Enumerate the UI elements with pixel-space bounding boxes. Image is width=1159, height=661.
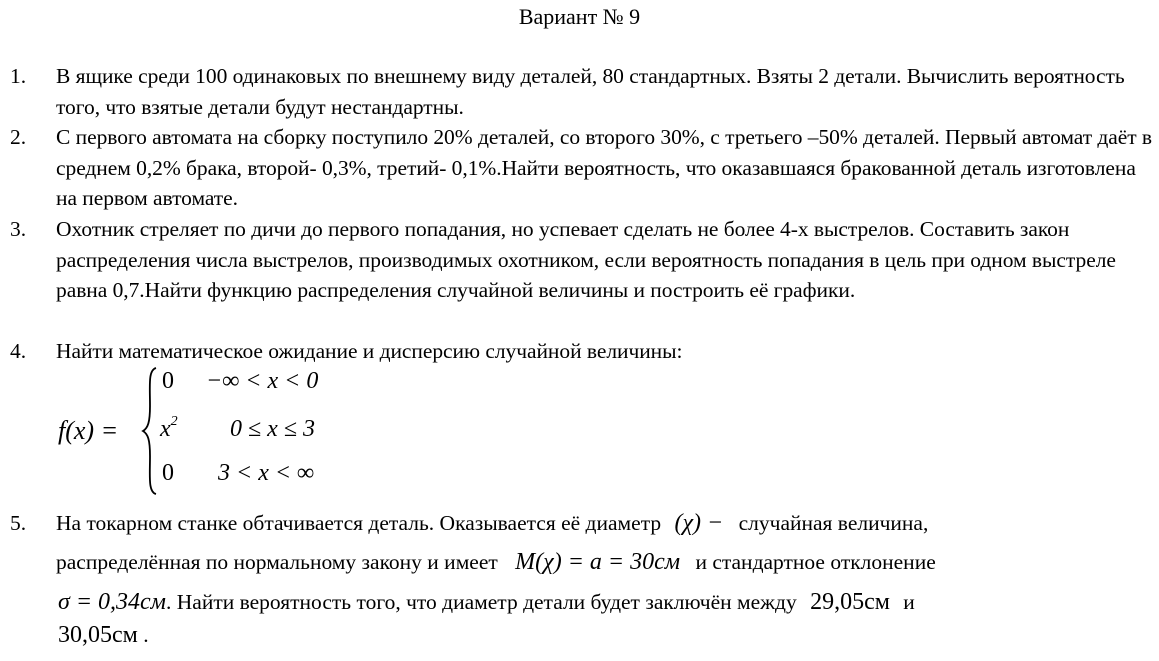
chi-expression: (χ) −	[674, 510, 724, 536]
problem-number-3: 3.	[10, 217, 27, 241]
p5-text-b: случайная величина,	[738, 511, 929, 535]
case3-value: 0	[162, 460, 174, 486]
formula-brace	[140, 366, 160, 496]
problem-5-line-1	[56, 510, 928, 537]
formula-lhs: f(x) =	[58, 416, 119, 445]
sigma-expression: σ = 0,34см	[58, 589, 166, 615]
problem-number-2: 2.	[10, 125, 27, 149]
mean-expression: M(χ) = a = 30см	[515, 549, 681, 575]
problem-5-line-2	[56, 549, 936, 576]
p5-text-d: и стандартное отклонение	[695, 550, 936, 574]
problem-text-4: Найти математическое ожидание и дисперсию случайной величины:	[56, 339, 683, 363]
problem-number-4: 4.	[10, 339, 27, 363]
problem-text-1: В ящике среди 100 одинаковых по внешнему виду деталей, 80 стандартных. Взяты 2 детали. Вычислить вероятность того, что взятые детали будут нестандартны.	[56, 64, 1125, 119]
case2-condition: 0 ≤ x ≤ 3	[230, 416, 315, 442]
problem-text-2: С первого автомата на сборку поступило 20% деталей, со второго 30%, с третьего –50% деталей. Первый автомат даёт в среднем 0,2% брака, второй- 0,3%, третий- 0,1%.Найти вероятность, что оказавшаяся бракованной деталь изготовлена на первом автомате.	[56, 125, 1153, 210]
upper-bound: 30,05см	[58, 622, 138, 648]
lower-bound: 29,05см	[810, 589, 890, 615]
problem-number-5: 5.	[10, 511, 27, 535]
page-title: Вариант № 9	[518, 4, 641, 29]
case1-value: 0	[162, 368, 174, 394]
problem-5-line-4	[58, 622, 149, 649]
p5-text-and: и	[903, 590, 915, 614]
problem-text-3: Охотник стреляет по дичи до первого попадания, но успевает сделать не более 4-х выстрелов. Составить закон распределения числа выстрелов, производимых охотником, если вероятность попадания в цель при одном выстреле равна 0,7.Найти функцию распределения случайной величины и построить её графики.	[56, 217, 1116, 302]
case3-condition: 3 < x < ∞	[218, 460, 315, 486]
p5-text-e: . Найти вероятность того, что диаметр детали будет заключён между	[166, 590, 797, 614]
problem-5-line-3	[58, 589, 915, 616]
p5-text-end: .	[143, 623, 149, 647]
p5-text-c: распределённая по нормальному закону и имеет	[56, 550, 498, 574]
case2-value: $x^2$	[160, 414, 178, 442]
p5-text-a: На токарном станке обтачивается деталь. Оказывается её диаметр	[56, 511, 662, 535]
case2-exponent: 2	[170, 414, 178, 429]
problem-number-1: 1.	[10, 64, 27, 88]
case1-condition: −∞ < x < 0	[206, 368, 319, 394]
